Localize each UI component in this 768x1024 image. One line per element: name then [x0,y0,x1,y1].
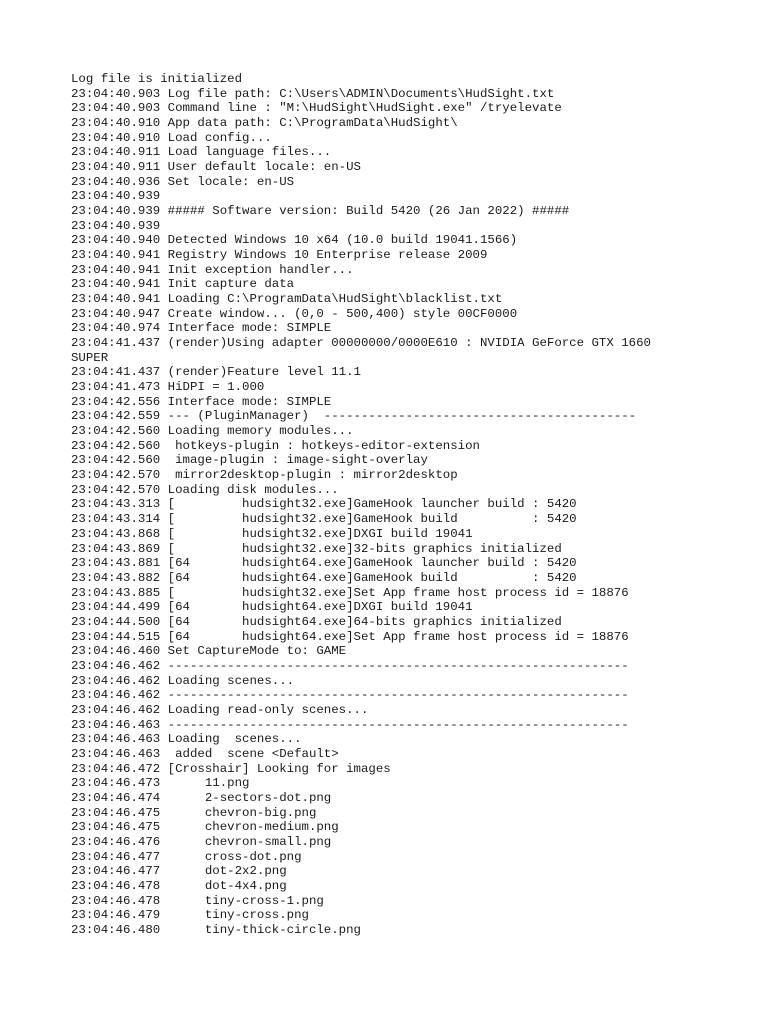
log-line: 23:04:41.437 (render)Using adapter 00000000/0000E610 : NVIDIA GeForce GTX 1660 [71,336,651,351]
log-line: 23:04:40.911 Load language files... [71,145,332,160]
log-line: 23:04:40.939 [71,189,161,204]
log-line: 23:04:46.475 chevron-big.png [71,805,317,820]
log-line: 23:04:40.941 Init capture data [71,277,295,292]
log-line: 23:04:44.500 [64 hudsight64.exe]64-bits graphics initialized [71,614,562,629]
log-line: 23:04:40.941 Registry Windows 10 Enterprise release 2009 [71,248,488,263]
log-line: 23:04:40.903 Command line : "M:\HudSight\HudSight.exe" /tryelevate [71,101,562,116]
log-line: 23:04:41.473 HiDPI = 1.000 [71,380,265,395]
log-line: 23:04:43.881 [64 hudsight64.exe]GameHook launcher build : 5420 [71,556,577,571]
log-line: 23:04:46.463 Loading scenes... [71,732,302,747]
log-line: 23:04:40.940 Detected Windows 10 x64 (10.0 build 19041.1566) [71,233,518,248]
log-line: 23:04:42.560 Loading memory modules... [71,424,354,439]
log-line: 23:04:46.462 -------------------------------------------------------------- [71,658,629,673]
log-line: 23:04:46.475 chevron-medium.png [71,820,339,835]
log-line: 23:04:46.480 tiny-thick-circle.png [71,922,361,937]
log-line: 23:04:43.885 [ hudsight32.exe]Set App frame host process id = 18876 [71,585,629,600]
log-line: 23:04:43.882 [64 hudsight64.exe]GameHook build : 5420 [71,570,577,585]
log-line: 23:04:46.462 Loading read-only scenes... [71,702,369,717]
log-line: 23:04:46.463 -------------------------------------------------------------- [71,717,629,732]
log-line: 23:04:46.477 dot-2x2.png [71,864,287,879]
log-line: 23:04:46.479 tiny-cross.png [71,908,309,923]
log-line: 23:04:40.910 Load config... [71,130,272,145]
log-line: 23:04:40.936 Set locale: en-US [71,174,295,189]
log-line: 23:04:46.462 -------------------------------------------------------------- [71,688,629,703]
log-document [71,72,761,938]
log-line: 23:04:42.556 Interface mode: SIMPLE [71,394,332,409]
log-line: 23:04:42.560 hotkeys-plugin : hotkeys-editor-extension [71,438,480,453]
log-line: 23:04:46.478 tiny-cross-1.png [71,893,324,908]
log-line: 23:04:40.941 Init exception handler... [71,262,354,277]
log-line: 23:04:43.868 [ hudsight32.exe]DXGI build 19041 [71,526,473,541]
log-line: 23:04:40.939 ##### Software version: Build 5420 (26 Jan 2022) ##### [71,204,570,219]
log-line: 23:04:46.478 dot-4x4.png [71,878,287,893]
log-line: 23:04:42.570 Loading disk modules... [71,482,339,497]
log-line: Log file is initialized [71,72,243,86]
log-line: 23:04:46.472 [Crosshair] Looking for images [71,761,391,776]
log-line: 23:04:46.473 11.png [71,776,250,791]
log-line: 23:04:40.910 App data path: C:\ProgramData\HudSight\ [71,116,458,131]
log-line: 23:04:46.474 2-sectors-dot.png [71,790,332,805]
log-line: 23:04:43.314 [ hudsight32.exe]GameHook build : 5420 [71,512,577,527]
log-line: 23:04:46.477 cross-dot.png [71,849,302,864]
log-line: 23:04:46.463 added scene <Default> [71,746,339,761]
log-line: 23:04:41.437 (render)Feature level 11.1 [71,365,361,380]
log-line: 23:04:46.460 Set CaptureMode to: GAME [71,644,347,659]
log-line: 23:04:43.313 [ hudsight32.exe]GameHook launcher build : 5420 [71,497,577,512]
log-text [71,72,761,938]
log-line: 23:04:46.476 chevron-small.png [71,834,332,849]
log-line: 23:04:40.974 Interface mode: SIMPLE [71,321,332,336]
log-line: 23:04:42.570 mirror2desktop-plugin : mirror2desktop [71,468,458,483]
log-line: 23:04:42.560 image-plugin : image-sight-overlay [71,453,428,468]
log-line: 23:04:42.559 --- (PluginManager) ------------------------------------------ [71,409,637,424]
log-line: 23:04:40.939 [71,218,161,233]
log-line: 23:04:40.947 Create window... (0,0 - 500,400) style 00CF0000 [71,306,518,321]
log-line: 23:04:46.462 Loading scenes... [71,673,295,688]
log-line: 23:04:44.515 [64 hudsight64.exe]Set App frame host process id = 18876 [71,629,629,644]
log-line: SUPER [71,350,109,365]
log-line: 23:04:40.903 Log file path: C:\Users\ADMIN\Documents\HudSight.txt [71,86,555,101]
log-line: 23:04:43.869 [ hudsight32.exe]32-bits graphics initialized [71,541,562,556]
log-line: 23:04:44.499 [64 hudsight64.exe]DXGI build 19041 [71,600,473,615]
log-line: 23:04:40.941 Loading C:\ProgramData\HudSight\blacklist.txt [71,292,503,307]
log-line: 23:04:40.911 User default locale: en-US [71,160,361,175]
